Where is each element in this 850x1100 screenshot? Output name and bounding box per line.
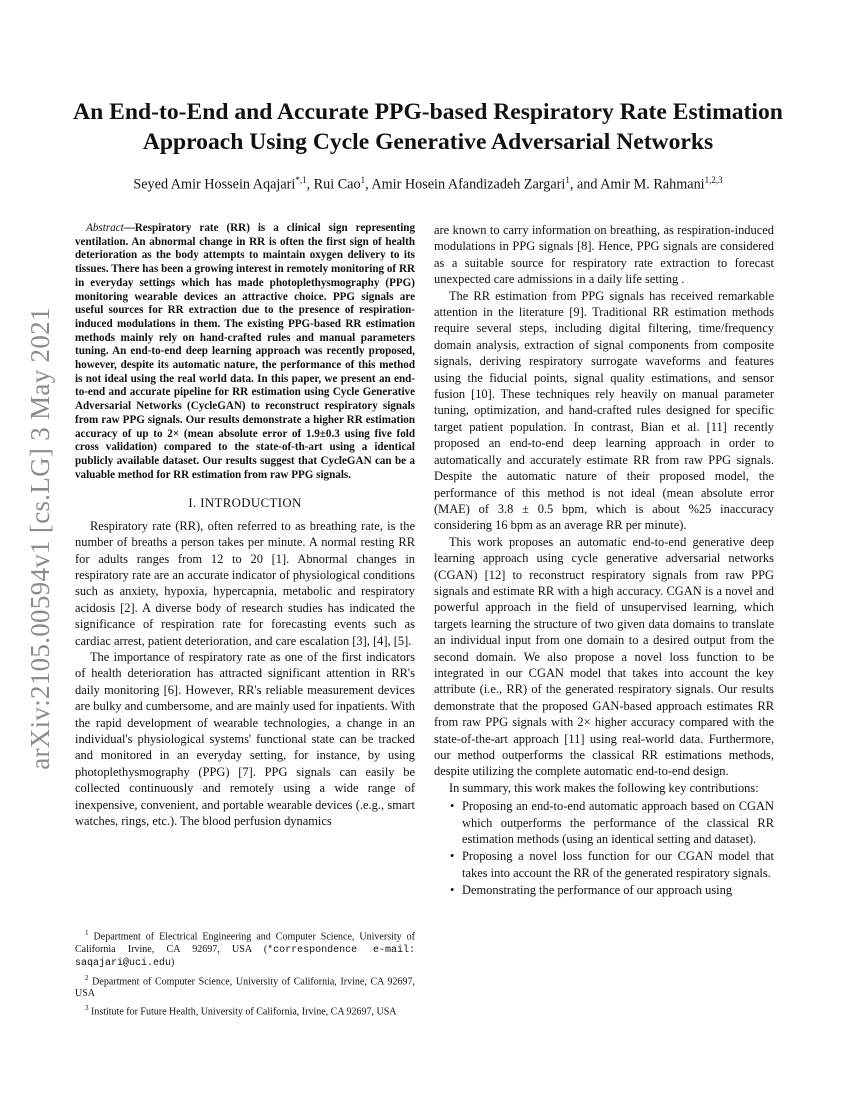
abstract-text: Respiratory rate (RR) is a clinical sign representing ventilation. An abnormal change in RR is often the first sign of health deterioration as the body attempts to maintain oxygen delivery to its tissues. There has been a growing interest in remotely monitoring of RR in everyday settings which has made photoplethysmography (PPG) monitoring wearable devices an attractive choice. PPG signals are useful sources for RR extraction due to the presence of respiration-induced modulations in them. The existing PPG-based RR estimation methods mainly rely on hand-crafted rules and manual parameters tuning. An end-to-end deep learning approach was recently proposed, however, despite its automatic nature, the performance of this method is not ideal using the real world data. In this paper, we present an end-to-end and accurate pipeline for RR estimation using Cycle Generative Adversarial Networks (CycleGAN) to reconstruct respiratory signals from raw PPG signals. Our results demonstrate a higher RR estimation accuracy of up to 2× (mean absolute error of 1.9±0.3 using five fold cross validation) compared to the state-of-th-art using a identical publicly available dataset. Our results suggest that CycleGAN can be a valuable method for RR estimation from raw PPG signals. [75,222,415,481]
footnote-mark: 3 [85,1003,89,1012]
contribution-item: • Proposing an end-to-end automatic approach based on CGAN which outperforms the performance of the classical RR estimation methods (using an identical setting and dataset). [462,798,774,847]
paper-title-line-1: An End-to-End and Accurate PPG-based Respiratory Rate Estimation [73,99,783,125]
author-list [70,175,786,194]
paper-title-line-2: Approach Using Cycle Generative Adversarial Networks [142,129,714,155]
footnote-text: Department of Computer Science, University of California, Irvine, CA 92697, USA [75,975,415,1000]
author-separator: , [306,176,314,193]
correspondence-email: *correspondence e-mail: saqajari@uci.edu [75,944,415,970]
footnote-text: Department of Electrical Engineering and Computer Science, University of California Irvine, CA 92697, USA ( [75,931,415,955]
body-paragraph: The importance of respiratory rate as one of the first indicators of health deterioration has attracted significant attention in RR's daily monitoring [6]. However, RR's reliable measurement devices are bulky and cumbersome, and are mainly used for inpatients. With the rapid development of wearable technologies, a change in an individual's physiological systems' functional state can be tracked and monitored in an everyday setting, for instance, by using photoplethysmography (PPG) [7]. PPG signals can easily be collected continuously and remotely using a wide range of inexpensive, convenient, and portable wearable devices (.e.g., smart watches, rings, etc.). The blood perfusion dynamics [75,650,415,829]
body-paragraph: The RR estimation from PPG signals has received remarkable attention in the literature [9]. Traditional RR estimation methods require several steps, including digital filtering, time/frequency domain analysis, extraction of signal components from composite signals, deriving respiratory surrogate waveforms and features using the fiducial points, signal quality estimations, and sensor fusion [10]. These techniques rely heavily on manual parameter tuning, optimization, and hand-crafted rules designed for specific target patient population. In contrast, Bian et al. [11] recently proposed an end-to-end deep learning approach in order to automatically and accurately estimate RR from raw PPG signals. Despite the automatic nature of their proposed model, the performance of this method is not ideal (mean absolute error (MAE) of 3.8 ± 0.5 bpm, which is about %25 inaccuracy considering 16 bpm as an average RR per minute). [434,288,774,533]
author-affiliation-mark: 1,2,3 [704,175,723,185]
body-paragraph: Respiratory rate (RR), often referred to as breathing rate, is the number of breaths a person takes per minute. A normal resting RR for adults ranges from 12 to 20 [1]. Abnormal changes in respiratory rate are an accurate indicator of physiological conditions such as anxiety, hypoxia, hypercapnia, metabolic and respiratory acidosis [2]. A diverse body of research studies has indicated the significance of respiration rate for forecasting events such as cardiac arrest, patient deterioration, and care escalation [3], [4], [5]. [75,518,415,648]
footnote-mark: 1 [85,929,89,937]
footnote-text: Institute for Future Health, University of California, Irvine, CA 92697, USA [91,1006,397,1018]
left-column [75,222,415,829]
arxiv-identifier-text: arXiv:2105.00594v1 [cs.LG] 3 May 2021 [24,306,55,770]
contribution-item: • Proposing a novel loss function for our CGAN model that takes into account the RR of the generated respiratory signals. [462,848,774,881]
abstract-label: Abstract [86,222,124,234]
body-paragraph: This work proposes an automatic end-to-end generative deep learning approach using cycle generative adversarial networks (CGAN) [12] to reconstruct respiratory signals from raw PPG signals and estimate RR with a high accuracy. CGAN is a novel and powerful approach in the field of unsupervised learning, which targets learning the structure of two given data domains to translate an individual input from one domain to a desired output from the second domain. We also propose a novel loss function to be integrated in our CGAN model that takes into account the key attribute (i.e., RR) of the generated respiratory signals. Our results demonstrate that the proposed GAN-based approach estimates RR from raw PPG signals with 2× higher accuracy compared with the state-of-the-art approach [11] using real-world data. Furthermore, our method outperforms the classical RR estimations methods, despite utilizing the complete automatic end-to-end design. [434,534,774,779]
arxiv-identifier-stamp [25,298,55,778]
footnote-3 [75,1002,415,1019]
footnote-mark: 2 [85,973,89,982]
author-affiliation-mark: 1 [565,175,570,185]
author-affiliation-mark: *,1 [295,175,307,185]
footnotes [75,927,415,1019]
contributions-list [434,798,774,898]
author-separator: , and [569,176,601,193]
author-name: Rui Cao [313,176,361,193]
author-separator: , [365,176,372,193]
section-heading-introduction: I. INTRODUCTION [188,496,302,511]
paper-title [70,97,786,157]
author-name: Amir M. Rahmani [600,176,705,193]
abstract-dash: — [123,222,135,234]
body-paragraph: In summary, this work makes the following key contributions: [448,780,759,795]
footnote-2 [75,972,415,1001]
contribution-item: • Demonstrating the performance of our approach using [462,882,774,898]
right-column [434,222,774,900]
abstract [75,222,415,482]
footnote-text: ) [171,957,175,969]
author-name: Seyed Amir Hossein Aqajari [133,176,296,193]
author-affiliation-mark: 1 [360,175,366,185]
body-paragraph-continued: are known to carry information on breathing, as respiration-induced modulations in PPG signals [8]. Hence, PPG signals are considered as a suitable source for respiratory rate extraction to forecast unexpected care admissions in a daily life setting . [434,223,774,287]
author-name: Amir Hosein Afandizadeh Zargari [371,176,566,193]
footnote-1 [75,927,415,971]
